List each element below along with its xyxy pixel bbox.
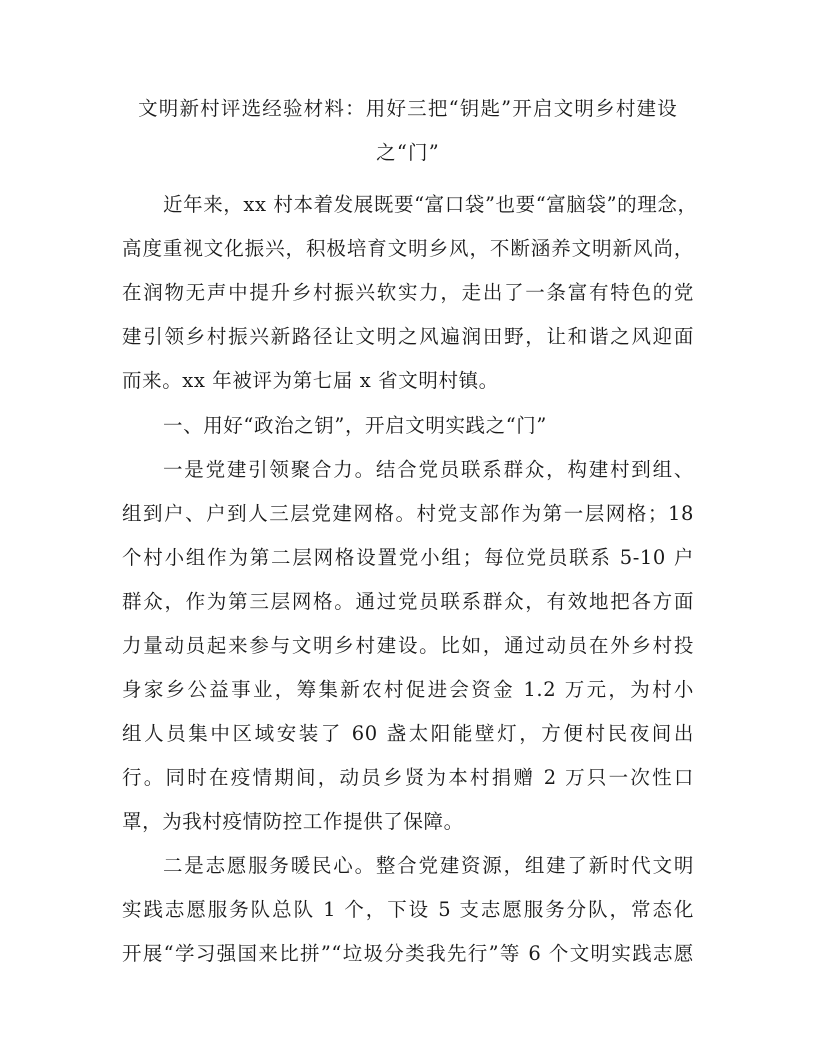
- paragraph-3-line-1: 二是志愿服务暖民心。整合党建资源，组建了新时代文明: [163, 854, 694, 877]
- paragraph-2-line-7: 组人员集中区域安装了 60 盏太阳能壁灯，方便村民夜间出: [122, 722, 694, 745]
- paragraph-2-line-8: 行。同时在疫情期间，动员乡贤为本村捐赠 2 万只一次性口: [122, 766, 694, 789]
- paragraph-1-line-3: 在润物无声中提升乡村振兴软实力，走出了一条富有特色的党: [122, 281, 694, 304]
- paragraph-1-line-1: 近年来，xx 村本着发展既要“富口袋”也要“富脑袋”的理念，: [163, 193, 698, 216]
- paragraph-2-line-2: 组到户、户到人三层党建网格。村党支部作为第一层网格；18: [122, 502, 694, 525]
- paragraph-1-line-4: 建引领乡村振兴新路径让文明之风遍润田野，让和谐之风迎面: [122, 325, 694, 348]
- section-heading-1: 一、用好“政治之钥”，开启文明实践之“门”: [163, 414, 547, 437]
- paragraph-3-line-3: 开展“学习强国来比拼”“垃圾分类我先行”等 6 个文明实践志愿: [122, 942, 694, 965]
- paragraph-2-line-6: 身家乡公益事业，筹集新农村促进会资金 1.2 万元，为村小: [122, 678, 694, 701]
- paragraph-2-line-4: 群众，作为第三层网格。通过党员联系群众，有效地把各方面: [122, 590, 694, 613]
- paragraph-2-line-1: 一是党建引领聚合力。结合党员联系群众，构建村到组、: [163, 458, 694, 481]
- paragraph-3-line-2: 实践志愿服务队总队 1 个，下设 5 支志愿服务分队，常态化: [122, 898, 694, 921]
- paragraph-2-line-5: 力量动员起来参与文明乡村建设。比如，通过动员在外乡村投: [122, 634, 694, 657]
- document-title-line-1: 文明新村评选经验材料：用好三把“钥匙”开启文明乡村建设: [138, 97, 678, 120]
- paragraph-1-line-2: 高度重视文化振兴，积极培育文明乡风，不断涵养文明新风尚，: [122, 237, 694, 260]
- paragraph-1-line-5: 而来。xx 年被评为第七届 x 省文明村镇。: [122, 369, 499, 392]
- document-title-line-2: 之“门”: [376, 141, 440, 164]
- paragraph-2-line-3: 个村小组作为第二层网格设置党小组；每位党员联系 5-10 户: [122, 546, 694, 569]
- paragraph-2-line-9: 罩，为我村疫情防控工作提供了保障。: [122, 810, 464, 833]
